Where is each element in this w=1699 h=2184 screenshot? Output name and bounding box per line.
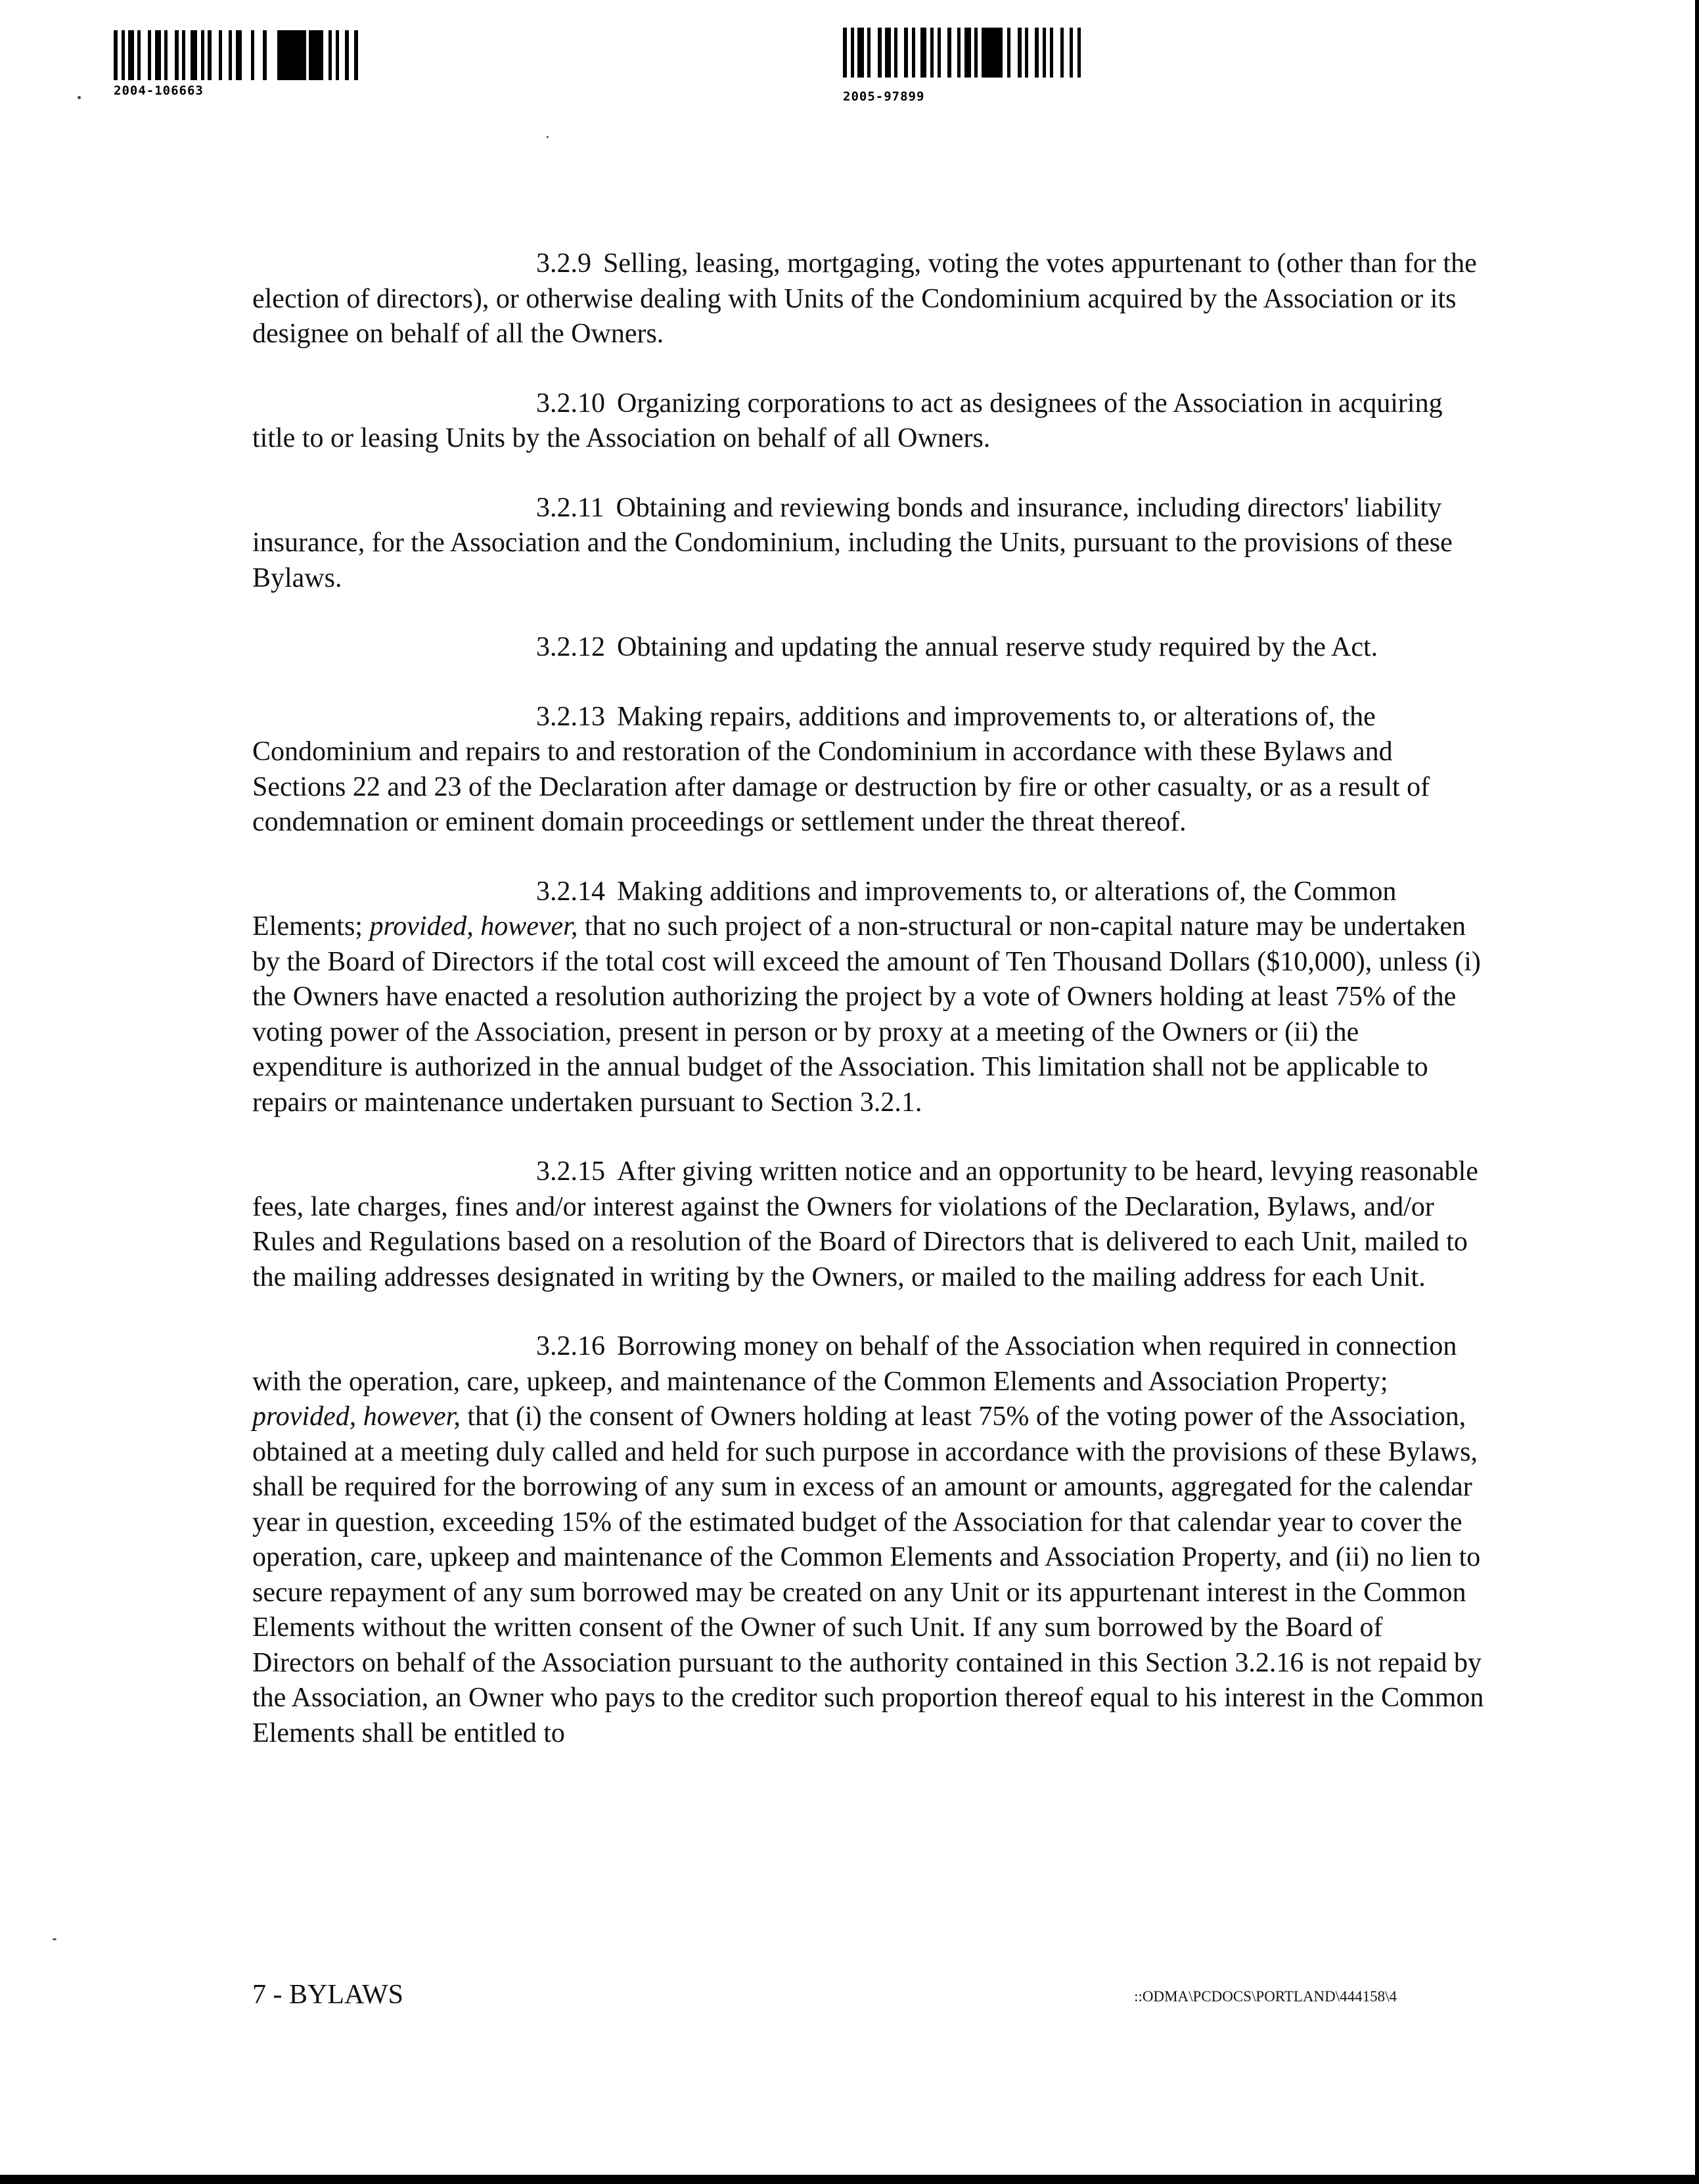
barcode-gap bbox=[141, 30, 148, 80]
section-number: 3.2.9 bbox=[536, 248, 591, 279]
barcode-gap bbox=[941, 28, 947, 78]
barcode-bar bbox=[964, 28, 971, 78]
barcode-gap bbox=[242, 30, 251, 80]
section-text-continued: that (i) the consent of Owners holding at least 75% of the voting power of the Association, obtained at a meeting duly called and held for such purpose in accordance with the provisions of these Bylaws, shall be required for the borrowing of any sum in excess of an amount or amounts, aggregated for the calendar year in question, exceeding 15% of the estimated budget of the Association for that calendar year to cover the operation, care, upkeep and maintenance of the Common Elements and Association Property, and (ii) no lien to secure repayment of any sum borrowed may be created on any Unit or its appurtenant interest in the Common Elements without the written consent of the Owner of such Unit. If any sum borrowed by the Board of Directors on behalf of the Association pursuant to the authority contained in this Section 3.2.16 is not repaid by the Association, an Owner who pays to the creditor such proportion thereof equal to his interest in the Common Elements shall be entitled to bbox=[252, 1401, 1484, 1748]
barcode-gap bbox=[323, 30, 328, 80]
scan-speck bbox=[53, 1938, 57, 1940]
barcode-bar bbox=[277, 30, 306, 80]
barcode-gap bbox=[339, 30, 345, 80]
section-number: 3.2.11 bbox=[536, 492, 604, 523]
barcode-bar bbox=[191, 30, 197, 80]
section-text: Obtaining and updating the annual reserve study required by the Act. bbox=[617, 632, 1378, 662]
section-3-2-9 bbox=[252, 246, 1487, 352]
barcode-bar bbox=[155, 30, 161, 80]
scan-speck bbox=[547, 136, 549, 138]
barcode-gap bbox=[1003, 28, 1007, 78]
barcode-gap bbox=[1073, 28, 1077, 78]
section-number: 3.2.15 bbox=[536, 1156, 605, 1187]
section-text-italic: provided, however, bbox=[252, 1401, 461, 1432]
barcode-gap bbox=[254, 30, 263, 80]
section-text: Making additions and improvements to, or alterations of, the Common Elements; bbox=[252, 876, 1397, 942]
footer-page-label: 7 - BYLAWS bbox=[252, 1980, 403, 2010]
section-text-continued: that no such project of a non-structural or non-capital nature may be undertaken by the Board of Directors if the total cost will exceed the amount of Ten Thousand Dollars ($10,000), unless (i) the Owners have enacted a resolution authorizing the project by a vote of Owners holding at least 75% of the voting power of the Association, present in person or by proxy at a meeting of the Owners or (ii) the expenditure is authorized in the annual budget of the Association. This limitation shall not be applicable to repairs or maintenance undertaken pursuant to Section 3.2.1. bbox=[252, 911, 1481, 1118]
barcode-bar bbox=[857, 28, 864, 78]
barcode-gap bbox=[1010, 28, 1018, 78]
section-3-2-12 bbox=[252, 630, 1487, 666]
barcode-bar bbox=[982, 28, 1003, 78]
section-number: 3.2.10 bbox=[536, 388, 605, 419]
barcode-bar bbox=[920, 28, 926, 78]
barcode-bar bbox=[1077, 28, 1081, 78]
barcode-gap bbox=[185, 30, 191, 80]
barcode-right bbox=[843, 28, 1140, 78]
barcode-gap bbox=[915, 28, 920, 78]
section-3-2-13 bbox=[252, 700, 1487, 840]
footer-document-path: ::ODMA\PCDOCS\PORTLAND\444158\4 bbox=[1134, 1988, 1397, 2005]
section-3-2-14 bbox=[252, 875, 1487, 1121]
section-number: 3.2.16 bbox=[536, 1331, 605, 1361]
section-text: Organizing corporations to act as designees of the Association in acquiring title to or leasing Units by the Association on behalf of all Owners. bbox=[252, 388, 1443, 453]
section-text: Borrowing money on behalf of the Association when required in connection with the operation, care, upkeep, and maintenance of the Common Elements and Association Property; bbox=[252, 1331, 1457, 1397]
section-number: 3.2.13 bbox=[536, 701, 605, 732]
section-text-italic: provided, however, bbox=[369, 911, 578, 942]
section-number: 3.2.14 bbox=[536, 876, 605, 907]
section-3-2-10 bbox=[252, 386, 1487, 457]
scan-speck bbox=[78, 96, 81, 99]
barcode-gap bbox=[212, 30, 219, 80]
barcode-gap bbox=[871, 28, 878, 78]
section-3-2-11 bbox=[252, 491, 1487, 597]
barcode-gap bbox=[1028, 28, 1035, 78]
section-number: 3.2.12 bbox=[536, 632, 605, 662]
barcode-bar bbox=[128, 30, 134, 80]
barcode-right-number: 2005-97899 bbox=[843, 89, 925, 104]
document-body bbox=[252, 246, 1487, 1785]
barcode-gap bbox=[951, 28, 957, 78]
barcode-gap bbox=[168, 30, 175, 80]
barcode-gap bbox=[222, 30, 229, 80]
barcode-gap bbox=[1053, 28, 1060, 78]
barcode-gap bbox=[897, 28, 904, 78]
barcode-left bbox=[114, 30, 407, 80]
section-text: Selling, leasing, mortgaging, voting the votes appurtenant to (other than for the election of directors), or otherwise dealing with Units of the Condominium acquired by the Association or its designee on behalf of all the Owners. bbox=[252, 248, 1477, 349]
barcode-bar bbox=[354, 30, 358, 80]
barcode-left-number: 2004-106663 bbox=[114, 83, 204, 98]
section-3-2-15 bbox=[252, 1154, 1487, 1295]
section-text: Making repairs, additions and improvements to, or alterations of, the Condominium and repairs to and restoration of the Condominium in accordance with these Bylaws and Sections 22 and 23 of the Declaration after damage or destruction by fire or other casualty, or as a result of condemnation or eminent domain proceedings or settlement under the threat thereof. bbox=[252, 701, 1430, 837]
barcode-bar bbox=[885, 28, 891, 78]
section-text: After giving written notice and an opportunity to be heard, levying reasonable fees, late charges, fines and/or interest against the Owners for violations of the Declaration, Bylaws, and/or Rules and Regulations based on a resolution of the Board of Directors that is delivered to each Unit, mailed to the mailing addresses designated in writing by the Owners, or mailed to the mailing address for each Unit. bbox=[252, 1156, 1478, 1292]
barcode-gap bbox=[267, 30, 277, 80]
barcode-bar bbox=[236, 30, 242, 80]
section-3-2-16 bbox=[252, 1329, 1487, 1751]
section-text: Obtaining and reviewing bonds and insurance, including directors' liability insurance, for the Association and the Condominium, including the Units, pursuant to the provisions of these Bylaws. bbox=[252, 492, 1453, 593]
barcode-bar bbox=[309, 30, 323, 80]
barcode-gap bbox=[1064, 28, 1070, 78]
barcode-gap bbox=[349, 30, 354, 80]
